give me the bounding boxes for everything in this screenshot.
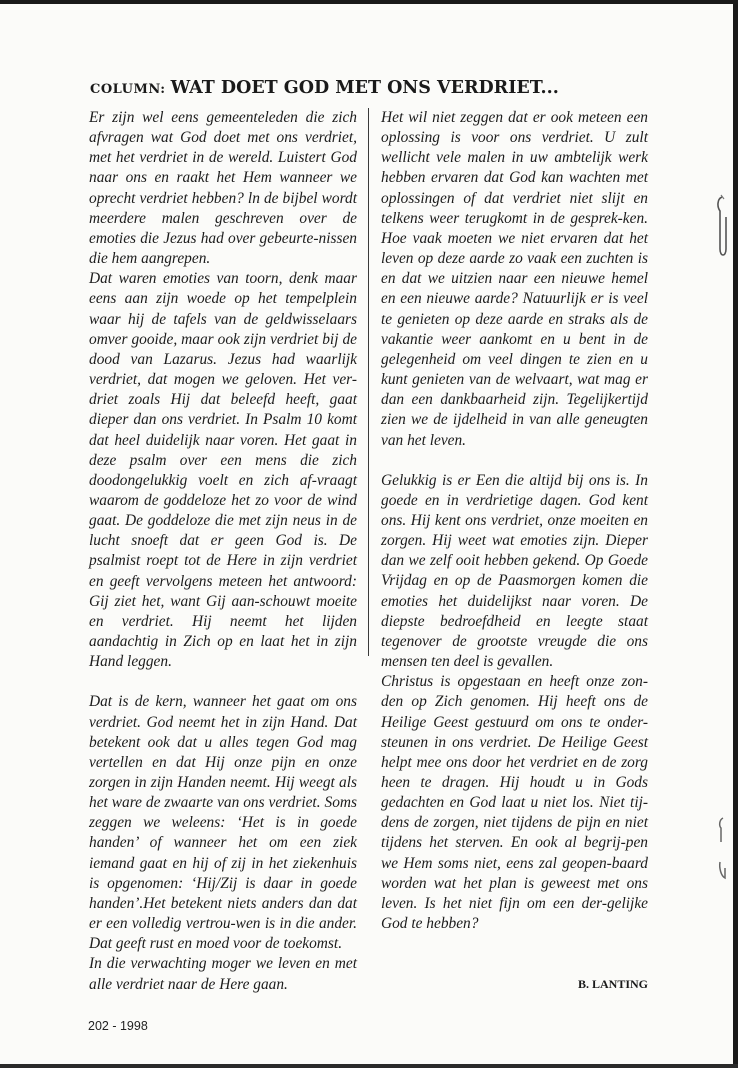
article-title: WAT DOET GOD MET ONS VERDRIET...	[170, 78, 559, 98]
binder-clip-icon	[717, 814, 729, 884]
page-title	[90, 78, 559, 98]
paragraph: Er zijn wel eens gemeenteleden die zich afvragen wat God doet met ons verdriet, met het verdriet in de wereld. Luistert God naar ons en raakt het Hem wanneer we oprecht verdriet hebben? ln de bijbel wordt meerdere malen geschreven over de emoties die Jezus had over gebeurte-nissen die hem aangrepen.	[89, 109, 357, 268]
paragraph: Christus is opgestaan en heeft onze zon-den op Zich genomen. Hij heeft ons de Heilige Geest gestuurd om ons te onder-steunen in ons verdriet. De Heilige Geest helpt mee ons door het verdriet en de zorg heen te dragen. Hij houdt u in Gods gedachten en God laat u niet los. Niet tij-dens de zorgen, niet tijdens de pijn en niet tijdens het sterven. En ook al begrij-pen we Hem soms niet, eens zal geopen-baard worden wat het plan is geweest met ons leven. Is het niet fijn om een der-gelijke God te hebben?	[381, 673, 648, 933]
scan-edge-right	[733, 0, 738, 1068]
paragraph: In die verwachting moger we leven en met alle verdriet naar de Here gaan.	[89, 955, 357, 993]
right-column	[381, 108, 648, 934]
paragraph: Dat waren emoties van toorn, denk maar eens aan zijn woede op het tempelplein waar hij de tafels van de geldwisselaars omver gooide, maar ook zijn verdriet bij de dood van Lazarus. Jezus had waarlijk verdriet, dat mogen we geloven. Het ver-driet zoals Hij dat beleefd heeft, gaat dieper dan ons verdriet. In Psalm 10 komt dat heel duidelijk naar voren. Het gaat in deze psalm over een mens die zich doodongelukkig voelt en zich af-vraagt waarom de goddeloze het zo voor de wind gaat. De goddeloze die met zijn neus in de lucht snoeft dat er geen God is. De psalmist roept tot de Here in zijn verdriet en geeft vervolgens meteen het antwoord: Gij ziet het, want Gij aan-schouwt moeite en verdriet. Hij neemt het lijden aandachtig in Zich op en laat het in zijn Hand leggen.	[89, 270, 357, 671]
page-number: 202 - 1998	[88, 1019, 148, 1033]
paragraph: Dat is de kern, wanneer het gaat om ons verdriet. God neemt het in zijn Hand. Dat betekent ook dat u alles tegen God mag vertellen en dat Hij onze pijn en onze zorgen in zijn Handen neemt. Hij weegt als het ware de zwaarte van ons verdriet. Soms zeggen we weleens: ‘Het is in goede handen’ of wanneer het om een ziek iemand gaat en hij of zij in het ziekenhuis is opgenomen: ‘Hij/Zij is daar in goede handen’.Het betekent niets anders dan dat er een volledig vertrou-wen is in die ander. Dat geeft rust en moed voor de toekomst.	[89, 693, 357, 953]
scan-edge-bottom	[0, 1064, 738, 1068]
column-divider	[368, 108, 369, 656]
author-signature: B. LANTING	[577, 977, 648, 991]
paragraph: Gelukkig is er Een die altijd bij ons is. In goede en in verdrietige dagen. God kent ons. Hij kent ons verdriet, onze moeiten en zorgen. Hij weet wat emoties zijn. Dieper dan we zelf ooit hebben gekend. Op Goede Vrijdag en op de Paasmorgen komen die emoties het duidelijkst naar voren. De diepste bedroefdheid en leegte staat tegenover de grootste vreugde die ons mensen ten deel is gevallen.	[381, 471, 648, 671]
binder-clip-icon	[715, 193, 729, 263]
left-column	[89, 108, 357, 995]
column-label: COLUMN:	[90, 82, 166, 97]
paragraph: Het wil niet zeggen dat er ook meteen een oplossing is voor ons verdriet. U zult wellicht vele malen in uw ambtelijk werk hebben ervaren dat God kan wachten met oplossingen of dat verdriet niet slijt en telkens weer terugkomt in de gesprek-ken. Hoe vaak moeten we niet ervaren dat het leven op deze aarde zo vaak een zuchten is en dat we uitzien naar een nieuwe hemel en een nieuwe aarde? Natuurlijk er is veel te genieten op deze aarde en straks als de vakantie weer aankomt en u bent in de gelegenheid om veel dingen te zien en u kunt genieten van de welvaart, wat mag er dan een dankbaarheid zijn. Tegelijkertijd zien we de ijdelheid in van alle geneugten van het leven.	[381, 109, 648, 449]
